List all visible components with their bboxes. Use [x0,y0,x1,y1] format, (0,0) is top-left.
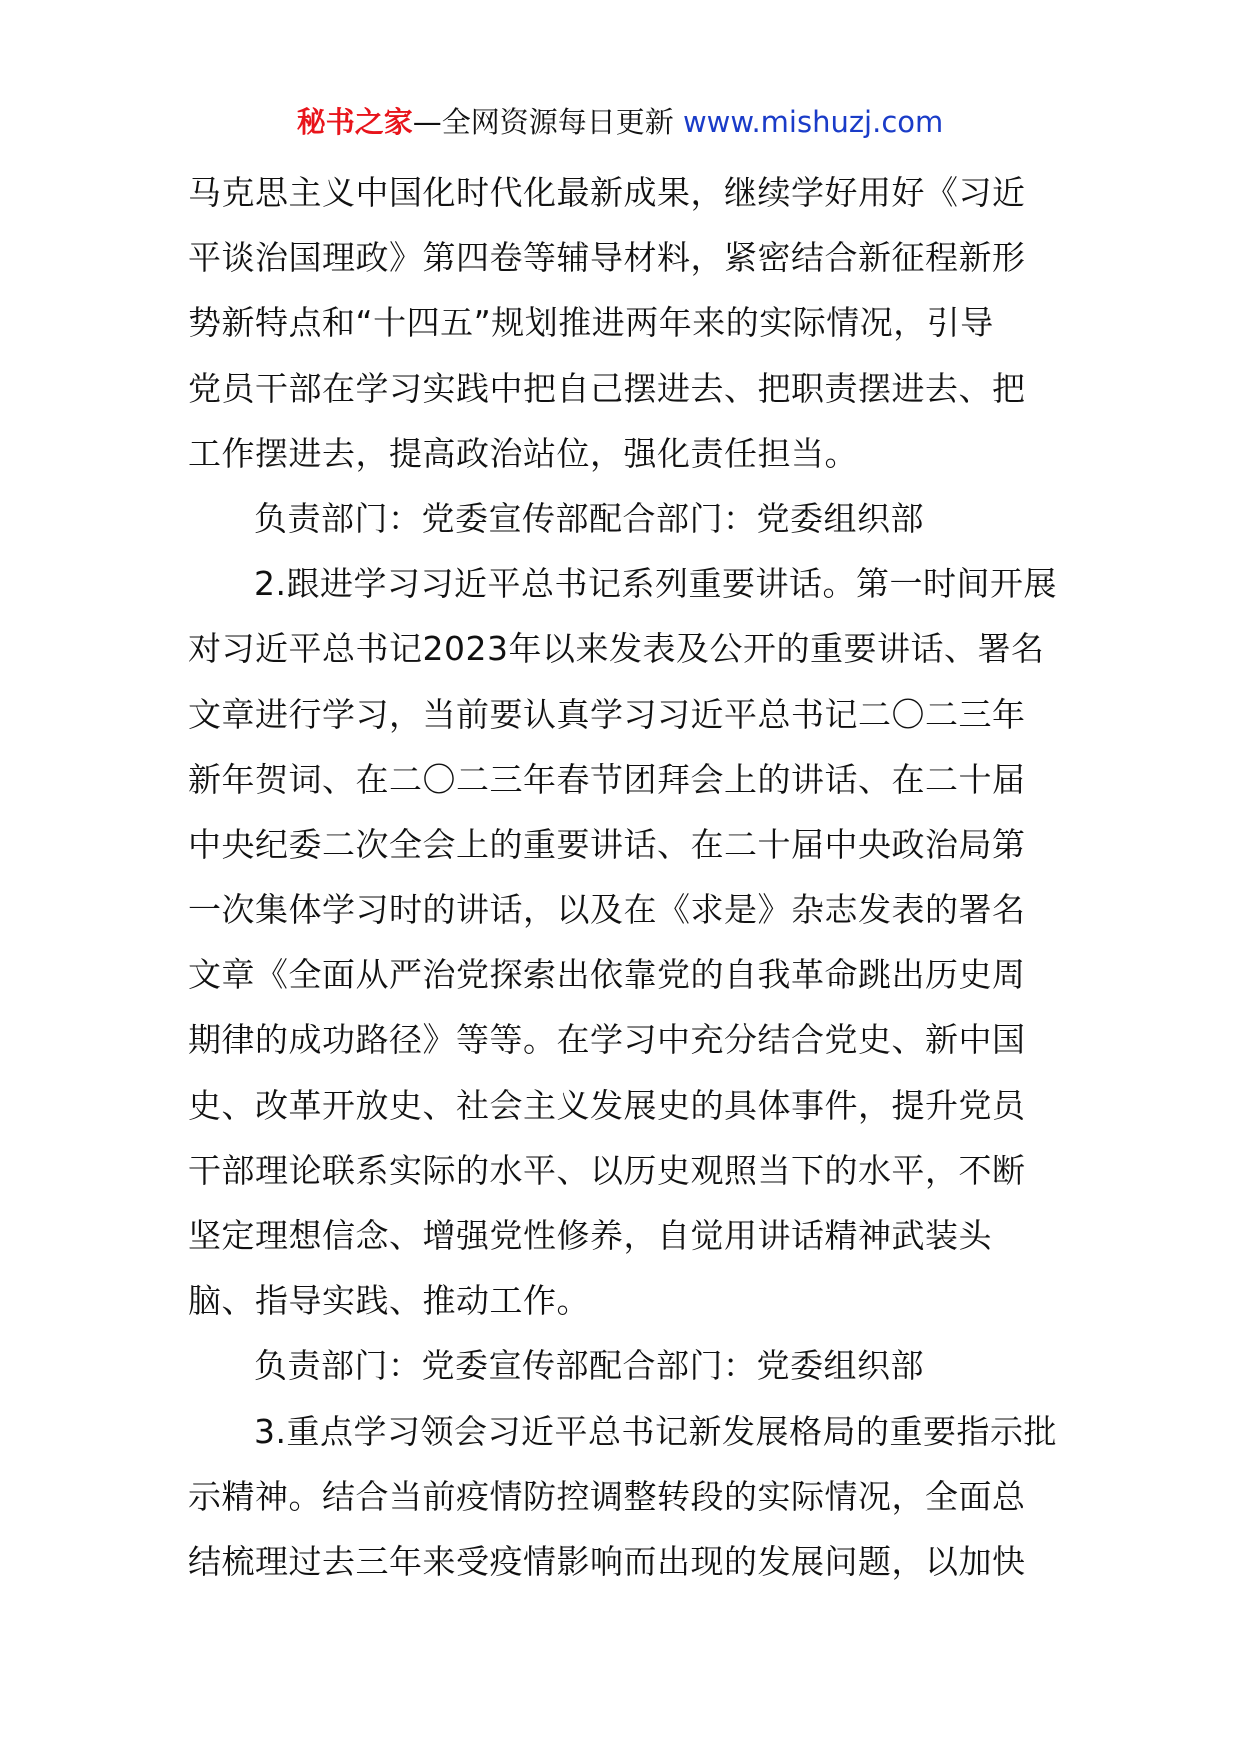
text-line: 期律的成功路径》等等。在学习中充分结合党史、新中国 [188,1020,1026,1060]
text-line: 文章进行学习，当前要认真学习习近平总书记二〇二三年 [188,694,1026,734]
department-line: 负责部门：党委宣传部配合部门：党委组织部 [254,1346,924,1386]
text-line: 结梳理过去三年来受疫情影响而出现的发展问题，以加快 [188,1541,1026,1581]
text-line: 史、改革开放史、社会主义发展史的具体事件，提升党员 [188,1085,1026,1125]
text-line: 干部理论联系实际的水平、以历史观照当下的水平，不断 [188,1150,1026,1190]
text-line: 马克思主义中国化时代化最新成果，继续学好用好《习近 [188,173,1026,212]
text-line: 脑、指导实践、推动工作。 [188,1281,590,1321]
document-body [188,160,1058,1594]
text-line: 中央纪委二次全会上的重要讲话、在二十届中央政治局第 [188,824,1026,864]
header-tagline: —全网资源每日更新 [412,105,683,139]
page-header [0,102,1240,142]
text-line: 工作摆进去，提高政治站位，强化责任担当。 [188,433,858,473]
text-line: 示精神。结合当前疫情防控调整转段的实际情况，全面总 [188,1476,1026,1516]
text-line: 对习近平总书记2023年以来发表及公开的重要讲话、署名 [188,629,1045,669]
brand-name: 秘书之家 [296,105,413,139]
text-line: 文章《全面从严治党探索出依靠党的自我革命跳出历史周 [188,955,1026,995]
department-line: 负责部门：党委宣传部配合部门：党委组织部 [254,498,924,538]
text-line: 一次集体学习时的讲话，以及在《求是》杂志发表的署名 [188,890,1026,930]
text-line: 党员干部在学习实践中把自己摆进去、把职责摆进去、把 [188,368,1026,408]
site-link[interactable]: www.mishuzj.com [682,105,944,139]
text-line: 新年贺词、在二〇二三年春节团拜会上的讲话、在二十届 [188,759,1026,799]
text-line: 坚定理想信念、增强党性修养，自觉用讲话精神武装头 [188,1216,992,1255]
section-heading-3: 3.重点学习领会习近平总书记新发展格局的重要指示批 [254,1411,1057,1451]
text-line: 平谈治国理政》第四卷等辅导材料，紧密结合新征程新形 [188,238,1026,278]
section-heading-2: 2.跟进学习习近平总书记系列重要讲话。第一时间开展 [254,564,1057,604]
text-line: 势新特点和“十四五”规划推进两年来的实际情况，引导 [188,303,994,343]
